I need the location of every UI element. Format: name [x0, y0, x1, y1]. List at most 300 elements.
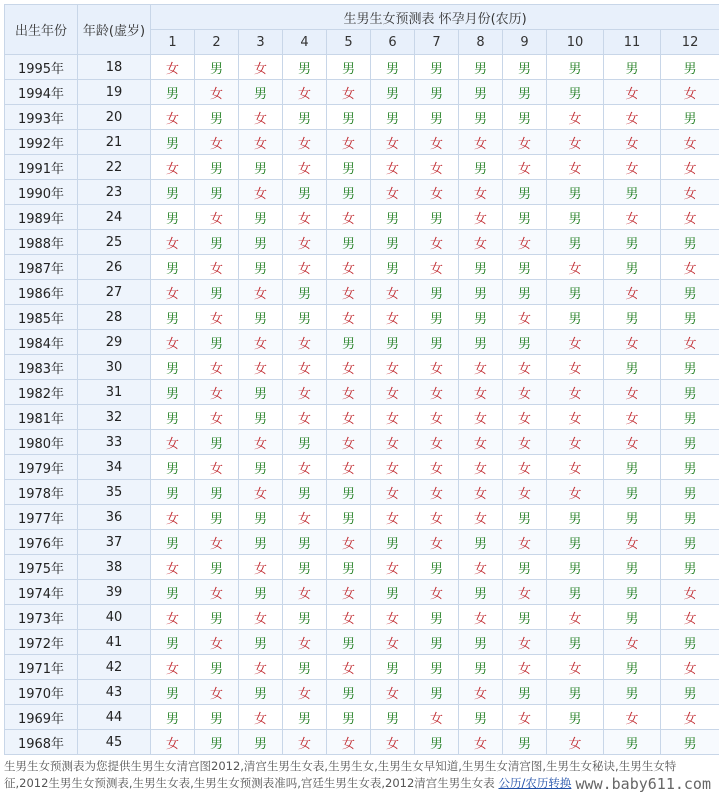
prediction-cell: 男	[327, 630, 371, 655]
prediction-cell: 男	[661, 380, 719, 405]
prediction-cell: 男	[283, 480, 327, 505]
prediction-cell: 女	[151, 730, 195, 755]
prediction-cell: 女	[195, 380, 239, 405]
age-cell: 18	[78, 55, 151, 80]
prediction-cell: 女	[371, 605, 415, 630]
prediction-cell: 女	[371, 280, 415, 305]
prediction-cell: 男	[239, 580, 283, 605]
prediction-cell: 女	[459, 680, 503, 705]
prediction-cell: 男	[151, 180, 195, 205]
prediction-cell: 男	[283, 655, 327, 680]
prediction-cell: 男	[415, 680, 459, 705]
prediction-cell: 男	[415, 105, 459, 130]
prediction-cell: 男	[327, 230, 371, 255]
table-row	[5, 155, 719, 180]
prediction-cell: 女	[283, 580, 327, 605]
prediction-cell: 男	[604, 305, 661, 330]
prediction-cell: 女	[661, 255, 719, 280]
prediction-cell: 女	[503, 130, 547, 155]
prediction-cell: 男	[459, 305, 503, 330]
prediction-cell: 男	[661, 455, 719, 480]
prediction-cell: 女	[415, 705, 459, 730]
prediction-cell: 女	[371, 355, 415, 380]
table-row	[5, 180, 719, 205]
prediction-cell: 男	[239, 230, 283, 255]
prediction-cell: 女	[459, 230, 503, 255]
prediction-cell: 男	[661, 355, 719, 380]
prediction-cell: 女	[415, 430, 459, 455]
prediction-cell: 女	[283, 380, 327, 405]
prediction-cell: 男	[661, 680, 719, 705]
prediction-cell: 男	[195, 505, 239, 530]
table-row	[5, 105, 719, 130]
age-cell: 39	[78, 580, 151, 605]
prediction-cell: 男	[547, 180, 604, 205]
prediction-cell: 女	[604, 630, 661, 655]
prediction-cell: 男	[327, 155, 371, 180]
prediction-cell: 女	[604, 430, 661, 455]
prediction-cell: 男	[195, 705, 239, 730]
table-row	[5, 355, 719, 380]
prediction-cell: 女	[547, 355, 604, 380]
prediction-cell: 男	[503, 105, 547, 130]
prediction-cell: 男	[151, 530, 195, 555]
prediction-cell: 男	[604, 480, 661, 505]
birth-year-cell: 1995年	[5, 55, 78, 80]
age-cell: 19	[78, 80, 151, 105]
prediction-cell: 男	[547, 55, 604, 80]
prediction-cell: 男	[459, 630, 503, 655]
birth-year-cell: 1981年	[5, 405, 78, 430]
prediction-cell: 女	[604, 530, 661, 555]
prediction-cell: 男	[459, 330, 503, 355]
prediction-cell: 男	[371, 530, 415, 555]
table-row	[5, 505, 719, 530]
prediction-cell: 女	[371, 505, 415, 530]
prediction-cell: 女	[283, 405, 327, 430]
prediction-cell: 男	[604, 730, 661, 755]
prediction-cell: 女	[327, 380, 371, 405]
prediction-cell: 女	[415, 530, 459, 555]
prediction-cell: 男	[503, 605, 547, 630]
prediction-cell: 男	[239, 455, 283, 480]
prediction-cell: 男	[151, 680, 195, 705]
prediction-cell: 女	[371, 480, 415, 505]
prediction-cell: 女	[327, 205, 371, 230]
prediction-cell: 男	[195, 430, 239, 455]
prediction-cell: 女	[371, 305, 415, 330]
prediction-cell: 女	[415, 480, 459, 505]
prediction-cell: 女	[503, 580, 547, 605]
prediction-cell: 女	[503, 305, 547, 330]
month-header: 2	[195, 30, 239, 55]
prediction-cell: 女	[503, 155, 547, 180]
month-header: 8	[459, 30, 503, 55]
prediction-cell: 男	[151, 405, 195, 430]
header-birth-year: 出生年份	[5, 5, 78, 55]
age-cell: 40	[78, 605, 151, 630]
prediction-cell: 男	[195, 230, 239, 255]
birth-year-cell: 1993年	[5, 105, 78, 130]
prediction-cell: 女	[283, 80, 327, 105]
prediction-cell: 男	[151, 480, 195, 505]
prediction-cell: 女	[151, 105, 195, 130]
prediction-cell: 男	[283, 605, 327, 630]
birth-year-cell: 1973年	[5, 605, 78, 630]
prediction-cell: 女	[371, 680, 415, 705]
prediction-cell: 女	[547, 655, 604, 680]
prediction-cell: 男	[415, 280, 459, 305]
table-row	[5, 380, 719, 405]
prediction-cell: 女	[195, 80, 239, 105]
prediction-cell: 男	[661, 280, 719, 305]
prediction-cell: 女	[283, 680, 327, 705]
prediction-cell: 女	[415, 230, 459, 255]
prediction-cell: 女	[415, 405, 459, 430]
prediction-cell: 男	[661, 305, 719, 330]
birth-year-cell: 1980年	[5, 430, 78, 455]
prediction-cell: 女	[604, 405, 661, 430]
prediction-cell: 女	[371, 155, 415, 180]
birth-year-cell: 1970年	[5, 680, 78, 705]
prediction-cell: 男	[151, 205, 195, 230]
prediction-cell: 男	[239, 680, 283, 705]
age-cell: 43	[78, 680, 151, 705]
prediction-cell: 男	[151, 630, 195, 655]
header-age: 年龄(虚岁)	[78, 5, 151, 55]
prediction-cell: 女	[195, 205, 239, 230]
prediction-cell: 女	[547, 155, 604, 180]
prediction-cell: 女	[604, 80, 661, 105]
birth-year-cell: 1979年	[5, 455, 78, 480]
prediction-cell: 男	[661, 230, 719, 255]
prediction-cell: 男	[239, 155, 283, 180]
prediction-cell: 女	[195, 680, 239, 705]
prediction-cell: 女	[503, 355, 547, 380]
prediction-cell: 男	[503, 255, 547, 280]
prediction-cell: 女	[604, 280, 661, 305]
prediction-cell: 女	[371, 405, 415, 430]
prediction-cell: 男	[459, 280, 503, 305]
birth-year-cell: 1975年	[5, 555, 78, 580]
month-header: 12	[661, 30, 719, 55]
prediction-cell: 女	[195, 455, 239, 480]
table-row	[5, 330, 719, 355]
prediction-cell: 男	[283, 530, 327, 555]
prediction-cell: 男	[604, 680, 661, 705]
birth-year-cell: 1988年	[5, 230, 78, 255]
prediction-cell: 女	[604, 380, 661, 405]
prediction-cell: 女	[459, 205, 503, 230]
prediction-cell: 女	[415, 130, 459, 155]
prediction-cell: 男	[239, 205, 283, 230]
age-cell: 42	[78, 655, 151, 680]
prediction-cell: 女	[503, 455, 547, 480]
age-cell: 31	[78, 380, 151, 405]
prediction-cell: 男	[283, 705, 327, 730]
prediction-cell: 女	[415, 255, 459, 280]
table-row	[5, 230, 719, 255]
prediction-cell: 男	[327, 505, 371, 530]
prediction-cell: 女	[661, 605, 719, 630]
prediction-cell: 男	[661, 730, 719, 755]
prediction-cell: 女	[151, 230, 195, 255]
table-row	[5, 555, 719, 580]
prediction-cell: 男	[195, 105, 239, 130]
table-row	[5, 130, 719, 155]
prediction-cell: 女	[661, 580, 719, 605]
prediction-cell: 男	[604, 355, 661, 380]
prediction-cell: 女	[283, 455, 327, 480]
birth-year-cell: 1986年	[5, 280, 78, 305]
prediction-cell: 女	[239, 705, 283, 730]
prediction-cell: 女	[195, 255, 239, 280]
prediction-cell: 男	[327, 55, 371, 80]
prediction-cell: 女	[283, 630, 327, 655]
age-cell: 29	[78, 330, 151, 355]
prediction-cell: 男	[151, 130, 195, 155]
prediction-cell: 女	[283, 505, 327, 530]
table-row	[5, 655, 719, 680]
birth-year-cell: 1990年	[5, 180, 78, 205]
prediction-cell: 女	[371, 380, 415, 405]
prediction-cell: 男	[151, 355, 195, 380]
table-row	[5, 405, 719, 430]
prediction-cell: 女	[239, 180, 283, 205]
prediction-cell: 男	[459, 705, 503, 730]
prediction-cell: 男	[195, 730, 239, 755]
prediction-cell: 男	[327, 480, 371, 505]
birth-year-cell: 1972年	[5, 630, 78, 655]
prediction-cell: 女	[195, 530, 239, 555]
prediction-cell: 女	[283, 255, 327, 280]
prediction-cell: 男	[661, 405, 719, 430]
prediction-cell: 女	[283, 330, 327, 355]
prediction-cell: 男	[327, 705, 371, 730]
prediction-cell: 男	[371, 105, 415, 130]
watermark: www.baby611.com	[575, 775, 711, 793]
prediction-cell: 男	[151, 380, 195, 405]
prediction-cell: 女	[547, 330, 604, 355]
prediction-cell: 女	[547, 480, 604, 505]
prediction-cell: 男	[327, 330, 371, 355]
prediction-cell: 女	[371, 180, 415, 205]
birth-year-cell: 1983年	[5, 355, 78, 380]
prediction-cell: 女	[151, 55, 195, 80]
prediction-cell: 女	[604, 130, 661, 155]
prediction-cell: 女	[661, 205, 719, 230]
prediction-cell: 女	[371, 730, 415, 755]
prediction-cell: 女	[547, 130, 604, 155]
prediction-cell: 男	[604, 180, 661, 205]
prediction-cell: 男	[371, 80, 415, 105]
prediction-cell: 男	[371, 705, 415, 730]
prediction-cell: 女	[661, 155, 719, 180]
prediction-cell: 男	[415, 730, 459, 755]
prediction-cell: 男	[503, 55, 547, 80]
prediction-cell: 女	[327, 305, 371, 330]
calendar-convert-link[interactable]: 公历/农历转换	[498, 776, 572, 790]
prediction-cell: 男	[195, 330, 239, 355]
prediction-cell: 男	[604, 580, 661, 605]
prediction-cell: 女	[661, 180, 719, 205]
prediction-cell: 男	[283, 305, 327, 330]
prediction-cell: 男	[371, 580, 415, 605]
prediction-cell: 男	[239, 630, 283, 655]
prediction-cell: 男	[547, 580, 604, 605]
prediction-cell: 女	[327, 430, 371, 455]
prediction-cell: 男	[195, 280, 239, 305]
prediction-cell: 男	[371, 230, 415, 255]
prediction-cell: 男	[327, 105, 371, 130]
prediction-cell: 男	[459, 155, 503, 180]
prediction-cell: 男	[547, 555, 604, 580]
prediction-cell: 女	[371, 455, 415, 480]
prediction-cell: 女	[661, 330, 719, 355]
age-cell: 30	[78, 355, 151, 380]
age-cell: 28	[78, 305, 151, 330]
prediction-cell: 男	[151, 80, 195, 105]
prediction-cell: 女	[195, 405, 239, 430]
prediction-cell: 男	[661, 55, 719, 80]
month-header: 5	[327, 30, 371, 55]
prediction-cell: 女	[239, 55, 283, 80]
prediction-cell: 女	[239, 430, 283, 455]
prediction-cell: 男	[503, 555, 547, 580]
prediction-cell: 男	[661, 630, 719, 655]
prediction-cell: 女	[415, 455, 459, 480]
prediction-cell: 男	[283, 430, 327, 455]
prediction-cell: 男	[661, 505, 719, 530]
prediction-cell: 男	[415, 55, 459, 80]
birth-year-cell: 1978年	[5, 480, 78, 505]
prediction-cell: 男	[283, 105, 327, 130]
prediction-cell: 男	[547, 305, 604, 330]
prediction-cell: 女	[661, 705, 719, 730]
prediction-cell: 男	[371, 55, 415, 80]
prediction-cell: 男	[459, 80, 503, 105]
age-cell: 21	[78, 130, 151, 155]
prediction-cell: 女	[459, 405, 503, 430]
prediction-cell: 女	[547, 380, 604, 405]
prediction-cell: 女	[327, 405, 371, 430]
prediction-cell: 女	[195, 130, 239, 155]
prediction-cell: 女	[371, 130, 415, 155]
prediction-cell: 男	[503, 280, 547, 305]
prediction-cell: 女	[459, 380, 503, 405]
prediction-cell: 男	[459, 255, 503, 280]
prediction-cell: 女	[239, 480, 283, 505]
prediction-cell: 男	[239, 305, 283, 330]
prediction-cell: 男	[547, 230, 604, 255]
prediction-cell: 男	[503, 330, 547, 355]
prediction-cell: 女	[239, 130, 283, 155]
prediction-cell: 男	[503, 205, 547, 230]
table-row	[5, 455, 719, 480]
prediction-cell: 男	[415, 330, 459, 355]
table-row	[5, 580, 719, 605]
prediction-cell: 女	[459, 180, 503, 205]
prediction-cell: 女	[604, 205, 661, 230]
age-cell: 25	[78, 230, 151, 255]
prediction-cell: 男	[195, 480, 239, 505]
prediction-cell: 女	[459, 505, 503, 530]
prediction-cell: 男	[604, 455, 661, 480]
prediction-cell: 男	[195, 55, 239, 80]
prediction-cell: 女	[195, 355, 239, 380]
prediction-cell: 男	[503, 80, 547, 105]
prediction-cell: 女	[661, 80, 719, 105]
prediction-cell: 女	[239, 605, 283, 630]
prediction-cell: 女	[547, 455, 604, 480]
prediction-cell: 女	[151, 505, 195, 530]
prediction-cell: 男	[547, 505, 604, 530]
prediction-cell: 女	[327, 130, 371, 155]
prediction-cell: 男	[151, 255, 195, 280]
prediction-cell: 男	[503, 180, 547, 205]
prediction-cell: 男	[503, 505, 547, 530]
table-row	[5, 605, 719, 630]
prediction-cell: 男	[283, 55, 327, 80]
prediction-cell: 女	[604, 155, 661, 180]
prediction-cell: 男	[327, 680, 371, 705]
prediction-cell: 女	[239, 555, 283, 580]
prediction-cell: 女	[459, 730, 503, 755]
month-header: 10	[547, 30, 604, 55]
prediction-cell: 女	[459, 480, 503, 505]
prediction-cell: 女	[327, 355, 371, 380]
prediction-cell: 女	[459, 355, 503, 380]
prediction-cell: 男	[239, 505, 283, 530]
prediction-cell: 女	[459, 605, 503, 630]
birth-year-cell: 1987年	[5, 255, 78, 280]
prediction-cell: 女	[327, 455, 371, 480]
prediction-cell: 男	[459, 530, 503, 555]
month-header: 6	[371, 30, 415, 55]
prediction-cell: 女	[151, 280, 195, 305]
month-header: 9	[503, 30, 547, 55]
prediction-cell: 男	[283, 555, 327, 580]
prediction-cell: 男	[371, 255, 415, 280]
prediction-cell: 男	[371, 205, 415, 230]
table-row	[5, 730, 719, 755]
prediction-cell: 女	[503, 230, 547, 255]
table-row	[5, 280, 719, 305]
prediction-cell: 男	[661, 480, 719, 505]
prediction-cell: 男	[239, 80, 283, 105]
prediction-cell: 男	[239, 405, 283, 430]
prediction-cell: 女	[327, 80, 371, 105]
prediction-cell: 女	[195, 305, 239, 330]
prediction-cell: 女	[327, 730, 371, 755]
header-title: 生男生女预测表 怀孕月份(农历)	[151, 5, 719, 30]
birth-year-cell: 1968年	[5, 730, 78, 755]
prediction-cell: 女	[503, 705, 547, 730]
prediction-cell: 男	[415, 655, 459, 680]
prediction-cell: 男	[604, 605, 661, 630]
prediction-cell: 女	[283, 205, 327, 230]
prediction-cell: 女	[371, 630, 415, 655]
prediction-cell: 女	[547, 605, 604, 630]
prediction-cell: 男	[604, 655, 661, 680]
prediction-cell: 女	[415, 155, 459, 180]
month-header: 7	[415, 30, 459, 55]
prediction-cell: 女	[327, 655, 371, 680]
prediction-cell: 男	[151, 580, 195, 605]
prediction-cell: 男	[661, 105, 719, 130]
prediction-cell: 女	[604, 330, 661, 355]
prediction-cell: 女	[459, 130, 503, 155]
